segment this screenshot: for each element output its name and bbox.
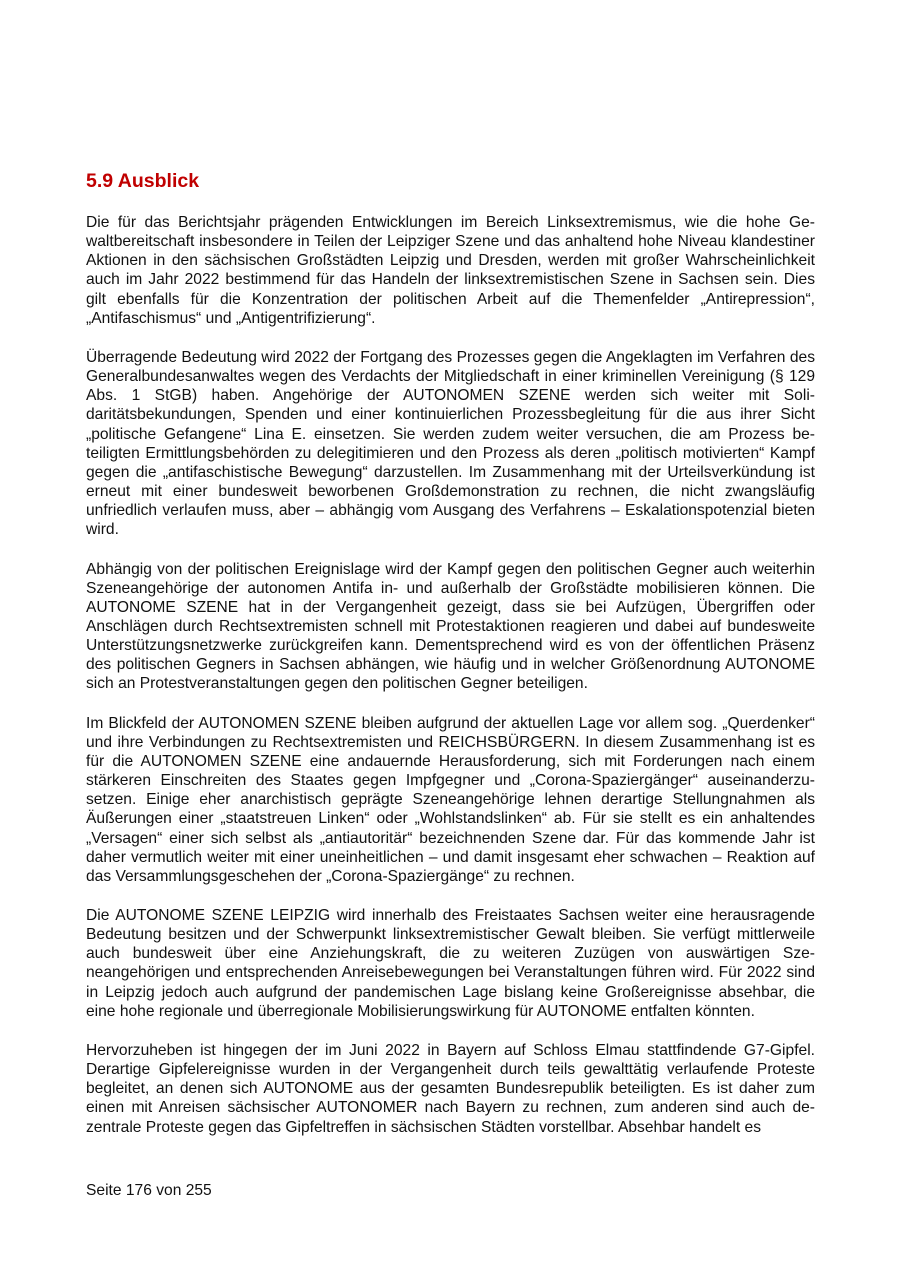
paragraph: Hervorzuheben ist hingegen der im Juni 2022 in Bayern auf Schloss Elmau stattfindende G7-Gipfel. Derartige Gipfelereignisse wurden in der Vergangenheit durch teils gewalttätig verlaufende Proteste begleitet, an denen sich AUTONOME aus der gesamten Bundesrepublik beteiligten. Es ist daher zum einen mit Anreisen sächsischer AUTONOMER nach Bayern zu rechnen, zum anderen sind auch dezentrale Proteste gegen das Gipfeltreffen in sächsischen Städten vorstellbar. Absehbar handelt es	[86, 1041, 815, 1136]
section-heading: 5.9 Ausblick	[86, 170, 200, 192]
page-number: Seite 176 von 255	[86, 1182, 212, 1199]
paragraph: Überragende Bedeutung wird 2022 der Fortgang des Prozesses gegen die Angeklagten im Verfahren des Generalbundesanwaltes wegen des Verdachts der Mitgliedschaft in einer kriminellen Vereinigung (§ 129 Abs. 1 StGB) haben. Angehörige der AUTONOMEN SZENE werden sich weiter mit Solidaritätsbekundungen, Spenden und einer kontinuierlichen Prozessbegleitung für die aus ihrer Sicht „politische Gefangene“ Lina E. einsetzen. Sie werden zudem weiter versuchen, die am Prozess beteiligten Ermittlungsbehörden zu delegitimieren und den Prozess als deren „politisch motivierten“ Kampf gegen die „antifaschistische Bewegung“ darzustellen. Im Zusammenhang mit der Urteilsverkündung ist erneut mit einer bundesweit beworbenen Großdemonstration zu rechnen, die nicht zwangsläufig unfriedlich verlaufen muss, aber – abhängig vom Ausgang des Verfahrens – Eskalationspotenzial bieten wird.	[86, 348, 815, 539]
paragraph: Abhängig von der politischen Ereignislage wird der Kampf gegen den politischen Gegner auch weiterhin Szeneangehörige der autonomen Antifa in- und außerhalb der Großstädte mobilisieren können. Die AUTONOME SZENE hat in der Vergangenheit gezeigt, dass sie bei Aufzügen, Übergriffen oder Anschlägen durch Rechtsextremisten schnell mit Protestaktionen reagieren und dabei auf bundesweite Unterstützungsnetzwerke zurückgreifen kann. Dementsprechend wird es von der öffentlichen Präsenz des politischen Gegners in Sachsen abhängen, wie häufig und in welcher Größenordnung AUTONOME sich an Protestveranstaltungen gegen den politischen Gegner beteiligen.	[86, 560, 815, 693]
paragraph: Die AUTONOME SZENE LEIPZIG wird innerhalb des Freistaates Sachsen weiter eine herausragende Bedeutung besitzen und der Schwerpunkt linksextremistischer Gewalt bleiben. Sie verfügt mittlerweile auch bundesweit über eine Anziehungskraft, die zu weiteren Zuzügen von auswärtigen Szeneangehörigen und entsprechenden Anreisebewegungen bei Veranstaltungen führen wird. Für 2022 sind in Leipzig jedoch auch aufgrund der pandemischen Lage bislang keine Großereignisse absehbar, die eine hohe regionale und überregionale Mobilisierungswirkung für AUTONOME entfalten könnten.	[86, 907, 815, 1020]
paragraph: Die für das Berichtsjahr prägenden Entwicklungen im Bereich Linksextremismus, wie die hohe Gewaltbereitschaft insbesondere in Teilen der Leipziger Szene und das anhaltend hohe Niveau klandestiner Aktionen in den sächsischen Großstädten Leipzig und Dresden, werden mit großer Wahrscheinlichkeit auch im Jahr 2022 bestimmend für das Handeln der linksextremistischen Szene in Sachsen sein. Dies gilt ebenfalls für die Konzentration der politischen Arbeit auf die Themenfelder „Antirepression“, „Antifaschismus“ und „Antigentrifizierung“.	[86, 214, 815, 327]
section-body	[86, 213, 815, 1157]
paragraph: Im Blickfeld der AUTONOMEN SZENE bleiben aufgrund der aktuellen Lage vor allem sog. „Querdenker“ und ihre Verbindungen zu Rechtsextremisten und REICHSBÜRGERN. In diesem Zusammenhang ist es für die AUTONOMEN SZENE eine andauernde Herausforderung, sich mit Forderungen nach einem stärkeren Einschreiten des Staates gegen Impfgegner und „Corona-Spaziergänger“ auseinanderzusetzen. Einige eher anarchistisch geprägte Szeneangehörige lehnen derartige Stellungnahmen als Äußerungen einer „staatstreuen Linken“ oder „Wohlstandslinken“ ab. Für sie stellt es ein anhaltendes „Versagen“ einer sich selbst als „antiautoritär“ bezeichnenden Szene dar. Für das kommende Jahr ist daher vermutlich weiter mit einer uneinheitlichen – und damit insgesamt eher schwachen – Reaktion auf das Versammlungsgeschehen der „Corona-Spaziergänge“ zu rechnen.	[86, 714, 815, 885]
